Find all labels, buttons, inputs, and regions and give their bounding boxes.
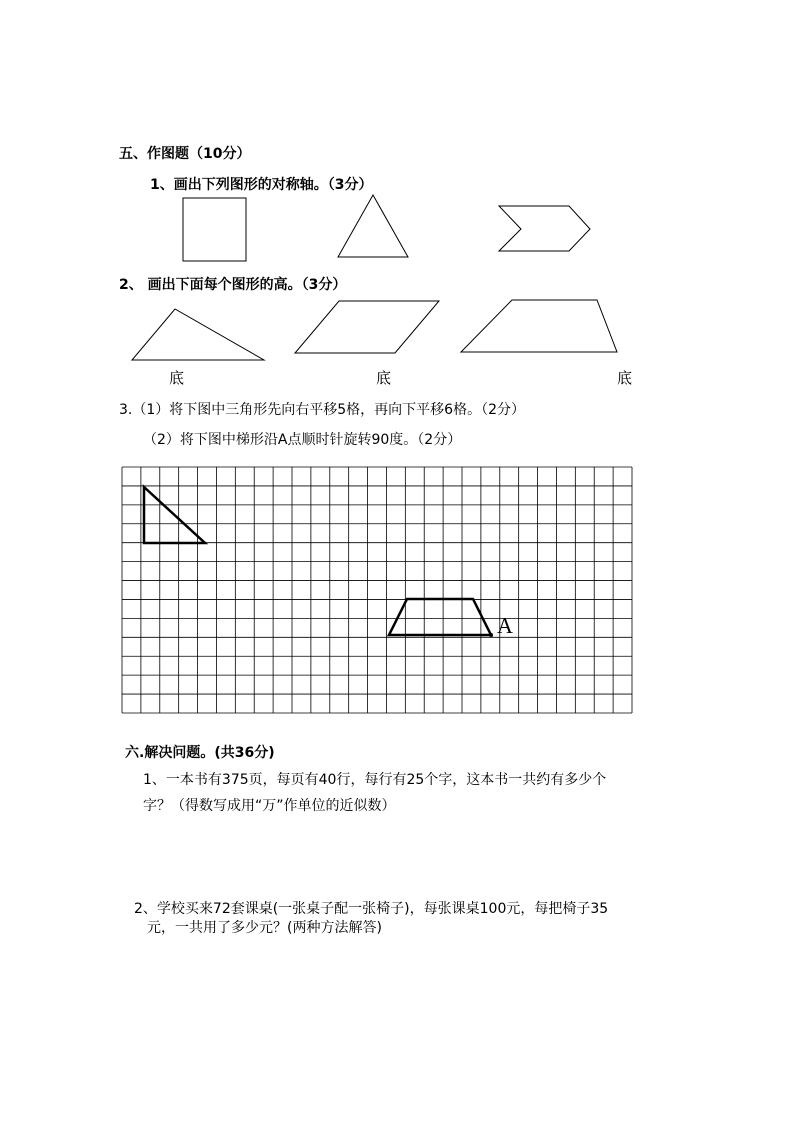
q1-instruction: 1、画出下列图形的对称轴。（3分） — [150, 177, 373, 193]
base-label-1: 底 — [169, 369, 185, 387]
point-a-label: A — [497, 613, 513, 638]
grid-triangle — [144, 487, 205, 543]
section5-title: 五、作图题（10分） — [119, 146, 251, 162]
s6-q1-line2: 字？（得数写成用“万”作单位的近似数） — [143, 798, 396, 814]
s6-q2-line1: 2、学校买来72套课桌(一张桌子配一张椅子)，每张课桌100元，每把椅子35 — [134, 901, 609, 917]
section6-title: 六.解决问题。(共36分) — [125, 745, 275, 761]
grid-trapezoid — [389, 599, 491, 635]
q3-part1: 3.（1）将下图中三角形先向右平移5格，再向下平移6格。（2分） — [119, 402, 525, 418]
grid-lines — [122, 467, 632, 713]
base-label-3: 底 — [617, 369, 633, 387]
s6-q2-line2: 元，一共用了多少元？(两种方法解答) — [147, 920, 382, 936]
q3-part2: （2）将下图中梯形沿A点顺时针旋转90度。（2分） — [143, 432, 462, 448]
s6-q1-line1: 1、一本书有375页，每页有40行，每行有25个字，这本书一共约有多少个 — [143, 772, 607, 788]
base-label-2: 底 — [376, 369, 392, 387]
point-a-marker — [489, 633, 493, 637]
q2-instruction: 2、 画出下面每个图形的高。（3分） — [119, 277, 347, 293]
